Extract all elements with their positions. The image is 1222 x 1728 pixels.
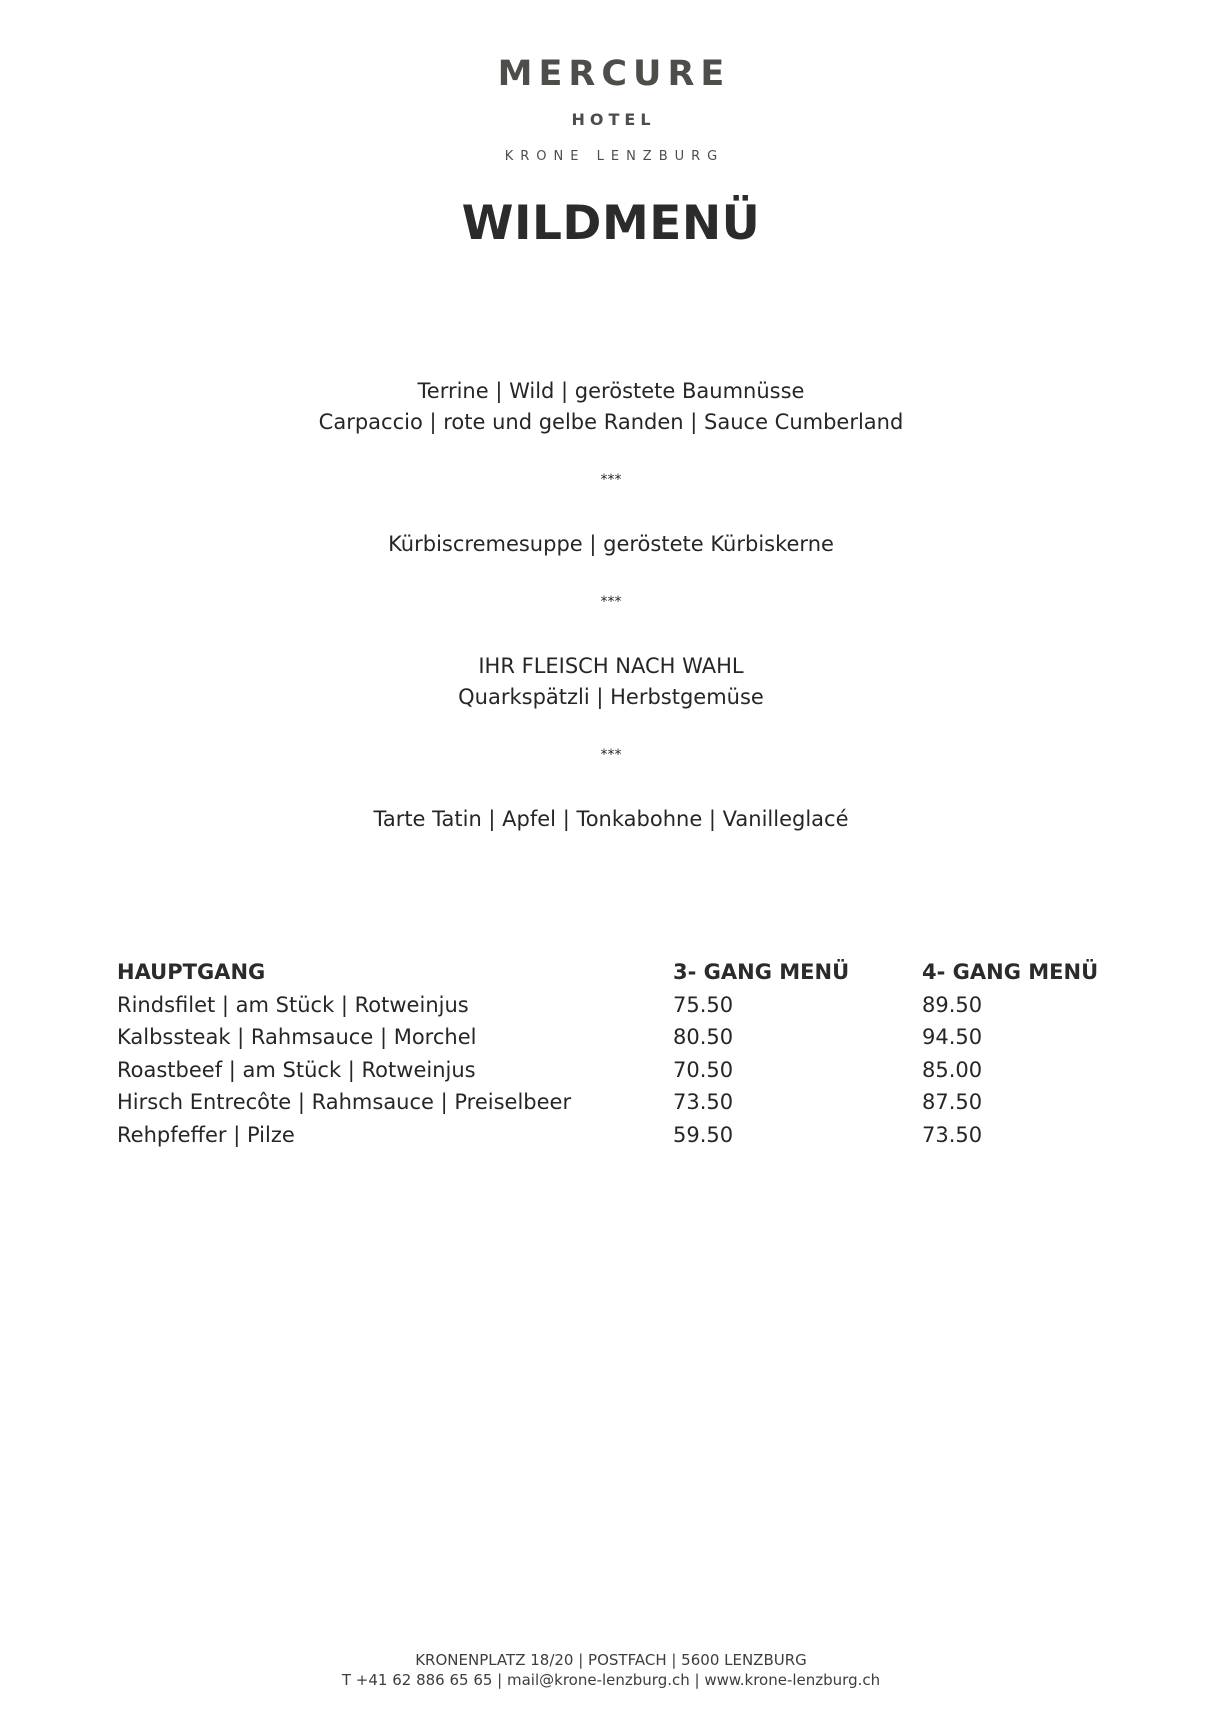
price-3-course: 73.50 <box>673 1090 734 1114</box>
dish-name: Rehpfeffer | Pilze <box>117 1122 295 1147</box>
course-line: IHR FLEISCH NACH WAHL <box>478 654 744 678</box>
table-row <box>117 1090 1117 1123</box>
price-4-course: 85.00 <box>922 1057 983 1082</box>
price-3-course: 59.50 <box>673 1122 734 1147</box>
course-line: Quarkspätzli | Herbstgemüse <box>458 685 764 709</box>
table-header-row <box>117 960 1117 993</box>
header-3-course: 3- GANG MENÜ <box>673 960 850 984</box>
price-3-course: 70.50 <box>673 1057 734 1082</box>
course-line: Tarte Tatin | Apfel | Tonkabohne | Vanilleglacé <box>373 807 849 831</box>
course-separator: *** <box>600 747 622 763</box>
price-4-course: 89.50 <box>922 992 983 1017</box>
price-4-course: 73.50 <box>922 1122 983 1147</box>
course-separator: *** <box>600 472 622 488</box>
table-row <box>117 1058 1117 1091</box>
page-title: WILDMENÜ <box>461 196 761 251</box>
footer-address: KRONENPLATZ 18/20 | POSTFACH | 5600 LENZBURG <box>415 1651 807 1669</box>
logo-location: KRONE LENZBURG <box>504 149 725 164</box>
dish-name: Rindsfilet | am Stück | Rotweinjus <box>117 992 469 1017</box>
dish-name: Kalbssteak | Rahmsauce | Morchel <box>117 1025 477 1049</box>
course-soup <box>0 529 1222 560</box>
price-4-course: 87.50 <box>922 1090 983 1114</box>
course-separator: *** <box>600 594 622 610</box>
logo-hotel: HOTEL <box>571 110 656 129</box>
table-row <box>117 993 1117 1026</box>
course-line: Carpaccio | rote und gelbe Randen | Sauce Cumberland <box>318 410 904 434</box>
course-dessert <box>0 804 1222 835</box>
header-main-course: HAUPTGANG <box>117 960 266 984</box>
course-starter <box>0 376 1222 438</box>
footer-contact: T +41 62 886 65 65 | mail@krone-lenzburg.ch | www.krone-lenzburg.ch <box>341 1671 881 1689</box>
logo-brand: MERCURE <box>497 54 731 94</box>
course-main <box>0 651 1222 713</box>
dish-name: Hirsch Entrecôte | Rahmsauce | Preiselbeer <box>117 1090 572 1114</box>
course-line: Terrine | Wild | geröstete Baumnüsse <box>417 379 805 403</box>
price-4-course: 94.50 <box>922 1025 983 1049</box>
table-row <box>117 1025 1117 1058</box>
price-3-course: 80.50 <box>673 1025 734 1049</box>
table-row <box>117 1123 1117 1156</box>
header-4-course: 4- GANG MENÜ <box>922 960 1099 984</box>
price-table <box>117 960 1117 1155</box>
dish-name: Roastbeef | am Stück | Rotweinjus <box>117 1057 476 1082</box>
course-line: Kürbiscremesuppe | geröstete Kürbiskerne <box>388 532 834 556</box>
price-3-course: 75.50 <box>673 992 734 1017</box>
